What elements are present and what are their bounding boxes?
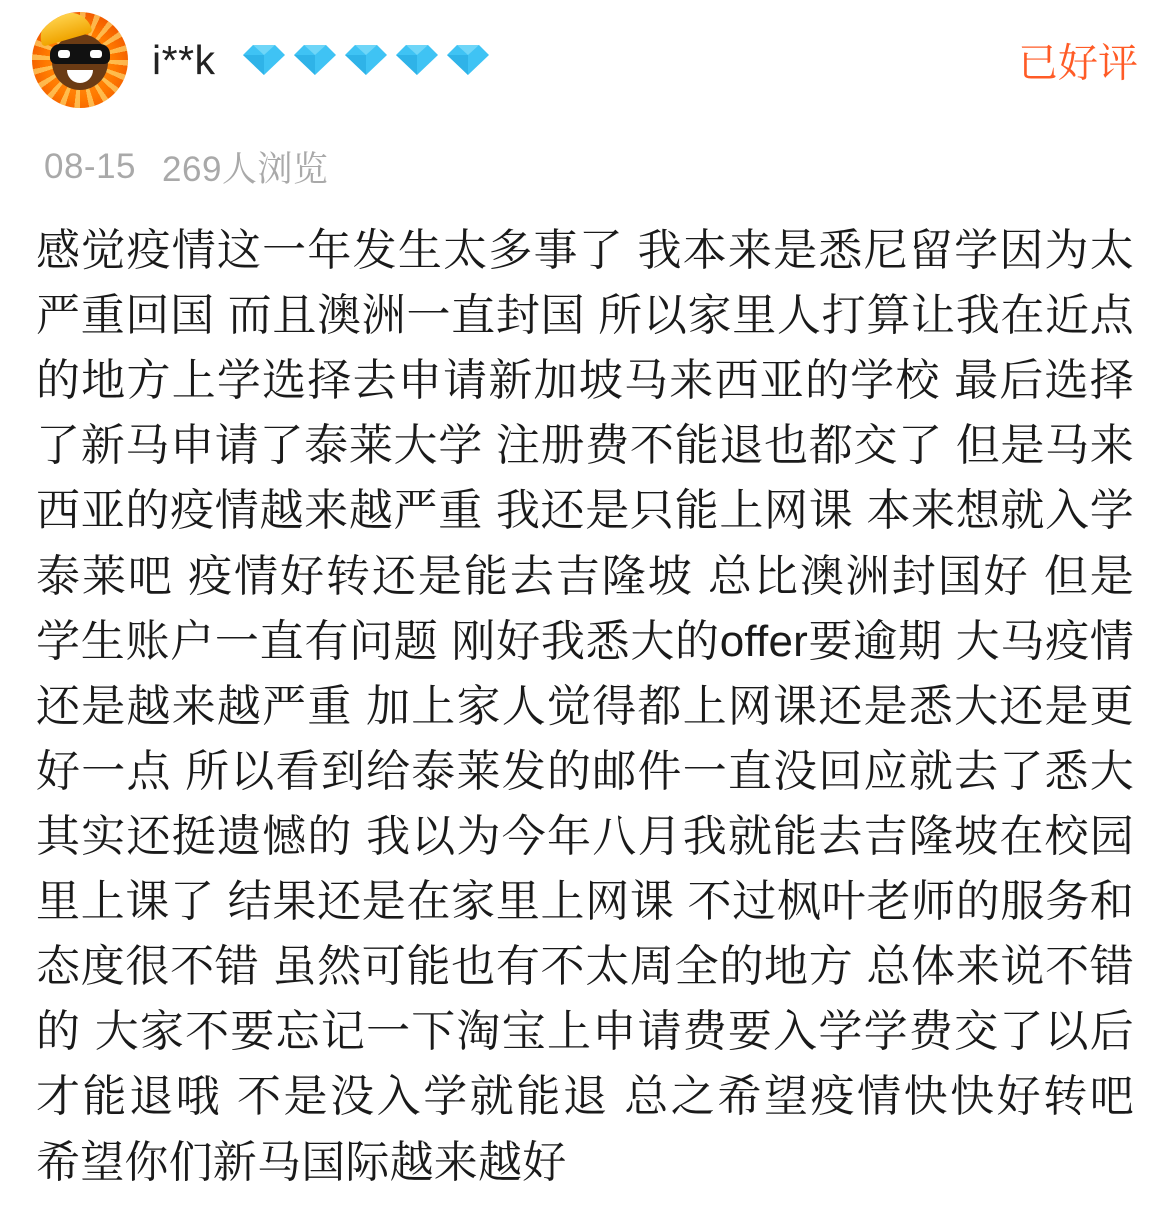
avatar[interactable]: [32, 12, 128, 108]
username: i**k: [152, 36, 216, 83]
review-meta: [32, 120, 1138, 218]
diamond-icon: [242, 43, 286, 77]
diamond-icon: [395, 43, 439, 77]
review-content: 感觉疫情这一年发生太多事了 我本来是悉尼留学因为太严重回国 而且澳洲一直封国 所以家里人打算让我在近点的地方上学选择去申请新加坡马来西亚的学校 最后选择了新马申请了泰莱大学 注册费不能退也都交了 但是马来西亚的疫情越来越严重 我还是只能上网课 本来想就入学泰莱吧 疫情好转还是能去吉隆坡 总比澳洲封国好 但是学生账户一直有问题 刚好我悉大的offer要逾期 大马疫情还是越来越严重 加上家人觉得都上网课还是悉大还是更好一点 所以看到给泰莱发的邮件一直没回应就去了悉大 其实还挺遗憾的 我以为今年八月我就能去吉隆坡在校园里上课了 结果还是在家里上网课 不过枫叶老师的服务和态度很不错 虽然可能也有不太周全的地方 总体来说不错的 大家不要忘记一下淘宝上申请费要入学学费交了以后才能退哦 不是没入学就能退 总之希望疫情快快好转吧 希望你们新马国际越来越好: [36, 226, 1134, 1187]
diamond-icon: [293, 43, 337, 77]
avatar-mask: [50, 44, 110, 64]
review-date: 08-15: [44, 147, 137, 186]
review-header: [32, 0, 1138, 120]
diamond-icon: [344, 43, 388, 77]
review-view-count: 269人浏览: [162, 150, 329, 189]
rating-diamonds: [242, 43, 490, 77]
status-badge: 已好评: [1018, 41, 1138, 86]
diamond-icon: [446, 43, 490, 77]
